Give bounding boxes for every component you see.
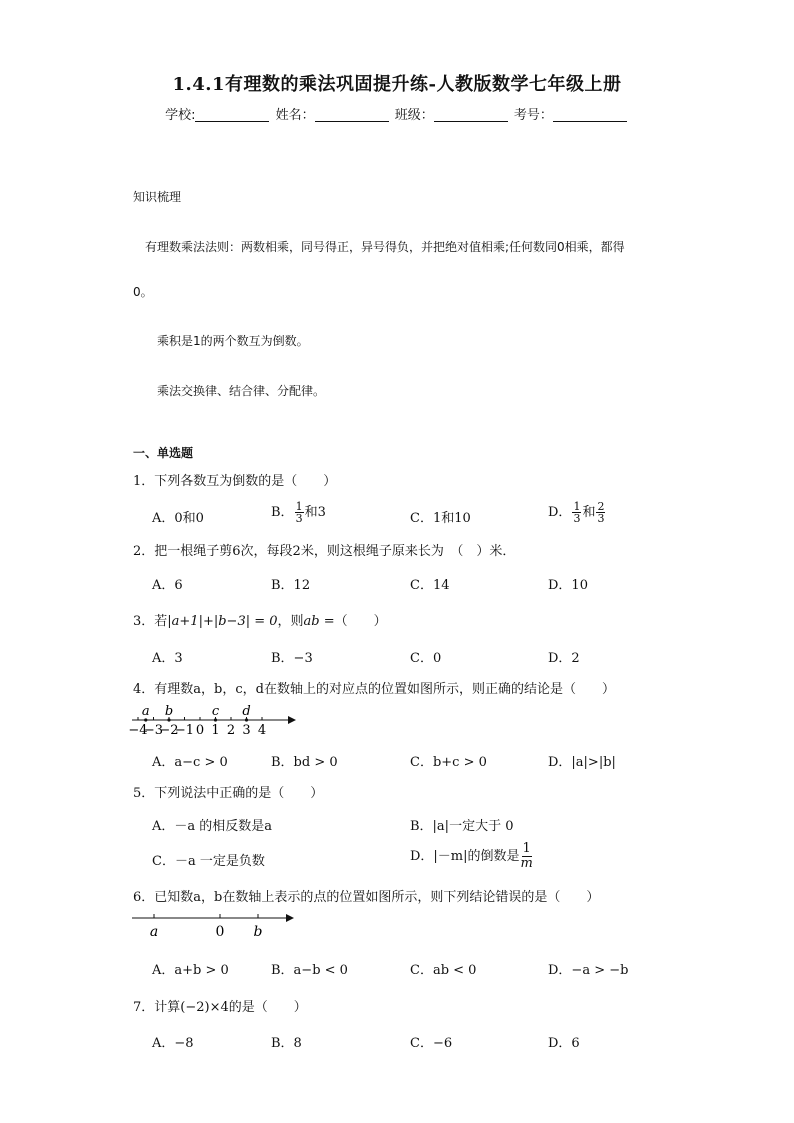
point-label-a: a: [141, 704, 150, 719]
student-info-line: [0, 104, 794, 123]
fraction-numerator: 1: [295, 500, 303, 513]
q1-option-b-suffix: 和3: [304, 505, 326, 520]
q4-option-a[interactable]: A．a−c > 0: [152, 755, 228, 770]
q5-option-a[interactable]: A．－a 的相反数是a: [152, 819, 273, 834]
axis-arrow: [286, 914, 294, 922]
exam-number-blank[interactable]: [553, 107, 627, 122]
q1-b-fraction: [295, 501, 304, 524]
q5-option-d-text: D．|－m|的倒数是: [410, 849, 520, 864]
q1-d-fraction-1: [572, 501, 581, 524]
fraction-denominator: 3: [597, 512, 605, 525]
multiplication-laws: 乘法交换律、结合律、分配律。: [157, 384, 326, 398]
q2-option-d[interactable]: D．10: [548, 578, 588, 593]
multiplication-rule: 有理数乘法法则：两数相乘，同号得正，异号得负，并把绝对值相乘;任何数同0相乘，都得: [145, 240, 625, 254]
axis-tick-label: −1: [174, 723, 195, 738]
fraction-numerator: 2: [597, 500, 605, 513]
q3-option-d[interactable]: D．2: [548, 651, 580, 666]
reciprocal-definition: 乘积是1的两个数互为倒数。: [157, 334, 309, 348]
school-blank[interactable]: [195, 107, 269, 122]
q3-stem-mid: ，则: [277, 614, 304, 629]
q1-option-d[interactable]: [548, 501, 606, 524]
fraction-numerator: 1: [573, 500, 581, 513]
q1-option-b-prefix: B．: [271, 505, 294, 520]
q3-equation: |a+1|+|b−3| = 0: [167, 614, 278, 629]
label-zero: 0: [215, 924, 225, 940]
q6-number-line: [130, 908, 300, 940]
fraction-numerator: 1: [522, 841, 531, 856]
q3-product-ab: ab: [303, 614, 320, 629]
point-label-b: b: [164, 704, 174, 719]
q7-option-b[interactable]: B．8: [271, 1036, 302, 1051]
q6-option-d[interactable]: D．−a > −b: [548, 963, 629, 978]
fraction-denominator: m: [520, 856, 533, 871]
q3-stem-suffix: =（ ）: [319, 614, 387, 629]
q5-option-c[interactable]: C．－a 一定是负数: [152, 854, 265, 869]
page-title: 1.4.1有理数的乘法巩固提升练-人教版数学七年级上册: [172, 74, 622, 95]
axis-tick-label: −2: [159, 723, 179, 738]
axis-tick-label: 2: [226, 723, 236, 738]
q7-option-c[interactable]: C．−6: [410, 1036, 453, 1051]
axis-tick-label: −3: [143, 723, 164, 738]
school-label: 学校:: [165, 108, 196, 123]
exam-number-label: 考号：: [513, 108, 553, 123]
q2-option-c[interactable]: C．14: [410, 578, 450, 593]
q1-d-fraction-2: [596, 501, 605, 524]
q3-option-a[interactable]: A．3: [152, 651, 183, 666]
question-7-stem: 7．计算(−2)×4的是（ ）: [133, 1000, 307, 1015]
q6-option-b[interactable]: B．a−b < 0: [271, 963, 348, 978]
q1-option-b[interactable]: [271, 501, 326, 524]
q3-stem-prefix: 3．若: [133, 614, 168, 629]
fraction-denominator: 3: [573, 512, 581, 525]
point-label-d: d: [242, 704, 251, 719]
question-4-stem: 4．有理数a，b，c，d在数轴上的对应点的位置如图所示，则正确的结论是（ ）: [133, 682, 615, 697]
q7-option-a[interactable]: A．−8: [152, 1036, 194, 1051]
label-a: a: [149, 924, 159, 940]
q5-option-b[interactable]: B．|a|一定大于 0: [410, 819, 514, 834]
fraction-denominator: 3: [295, 512, 303, 525]
section-title-single-choice: 一、单选题: [133, 446, 194, 460]
q1-option-a[interactable]: A．0和0: [152, 511, 204, 526]
q2-option-b[interactable]: B．12: [271, 578, 311, 593]
q5-option-d[interactable]: [410, 842, 534, 871]
q1-option-d-mid: 和: [582, 505, 596, 520]
question-3-stem: [133, 610, 387, 629]
axis-arrow: [288, 716, 296, 724]
question-1-stem: 1．下列各数互为倒数的是（ ）: [133, 474, 337, 489]
name-blank[interactable]: [315, 107, 389, 122]
class-blank[interactable]: [434, 107, 508, 122]
q4-number-line: [128, 700, 298, 740]
q3-option-c[interactable]: C．0: [410, 651, 442, 666]
label-b: b: [253, 924, 263, 940]
question-5-stem: 5．下列说法中正确的是（ ）: [133, 786, 324, 801]
axis-tick-label: 1: [211, 723, 220, 738]
name-label: 姓名：: [275, 108, 315, 123]
axis-tick-label: 0: [195, 723, 205, 738]
point-label-c: c: [211, 704, 220, 719]
q4-option-b[interactable]: B．bd > 0: [271, 755, 338, 770]
knowledge-heading: 知识梳理: [133, 190, 182, 204]
q6-option-a[interactable]: A．a+b > 0: [152, 963, 229, 978]
q4-option-d[interactable]: D．|a|>|b|: [548, 755, 616, 770]
q3-option-b[interactable]: B．−3: [271, 651, 313, 666]
q2-option-a[interactable]: A．6: [152, 578, 183, 593]
axis-tick-label: 3: [242, 723, 251, 738]
axis-tick-label: −4: [128, 723, 148, 738]
q6-option-c[interactable]: C．ab < 0: [410, 963, 477, 978]
class-label: 班级：: [394, 108, 434, 123]
q7-option-d[interactable]: D．6: [548, 1036, 580, 1051]
axis-tick-label: 4: [257, 723, 267, 738]
multiplication-rule-end: 0。: [133, 285, 153, 299]
question-6-stem: 6．已知数a，b在数轴上表示的点的位置如图所示，则下列结论错误的是（ ）: [133, 890, 600, 905]
q1-option-c[interactable]: C．1和10: [410, 511, 471, 526]
q4-option-c[interactable]: C．b+c > 0: [410, 755, 487, 770]
q5-d-fraction: [521, 842, 533, 871]
question-2-stem: 2．把一根绳子剪6次，每段2米，则这根绳子原来长为 （ ）米．: [133, 544, 516, 559]
q1-option-d-prefix: D．: [548, 505, 572, 520]
